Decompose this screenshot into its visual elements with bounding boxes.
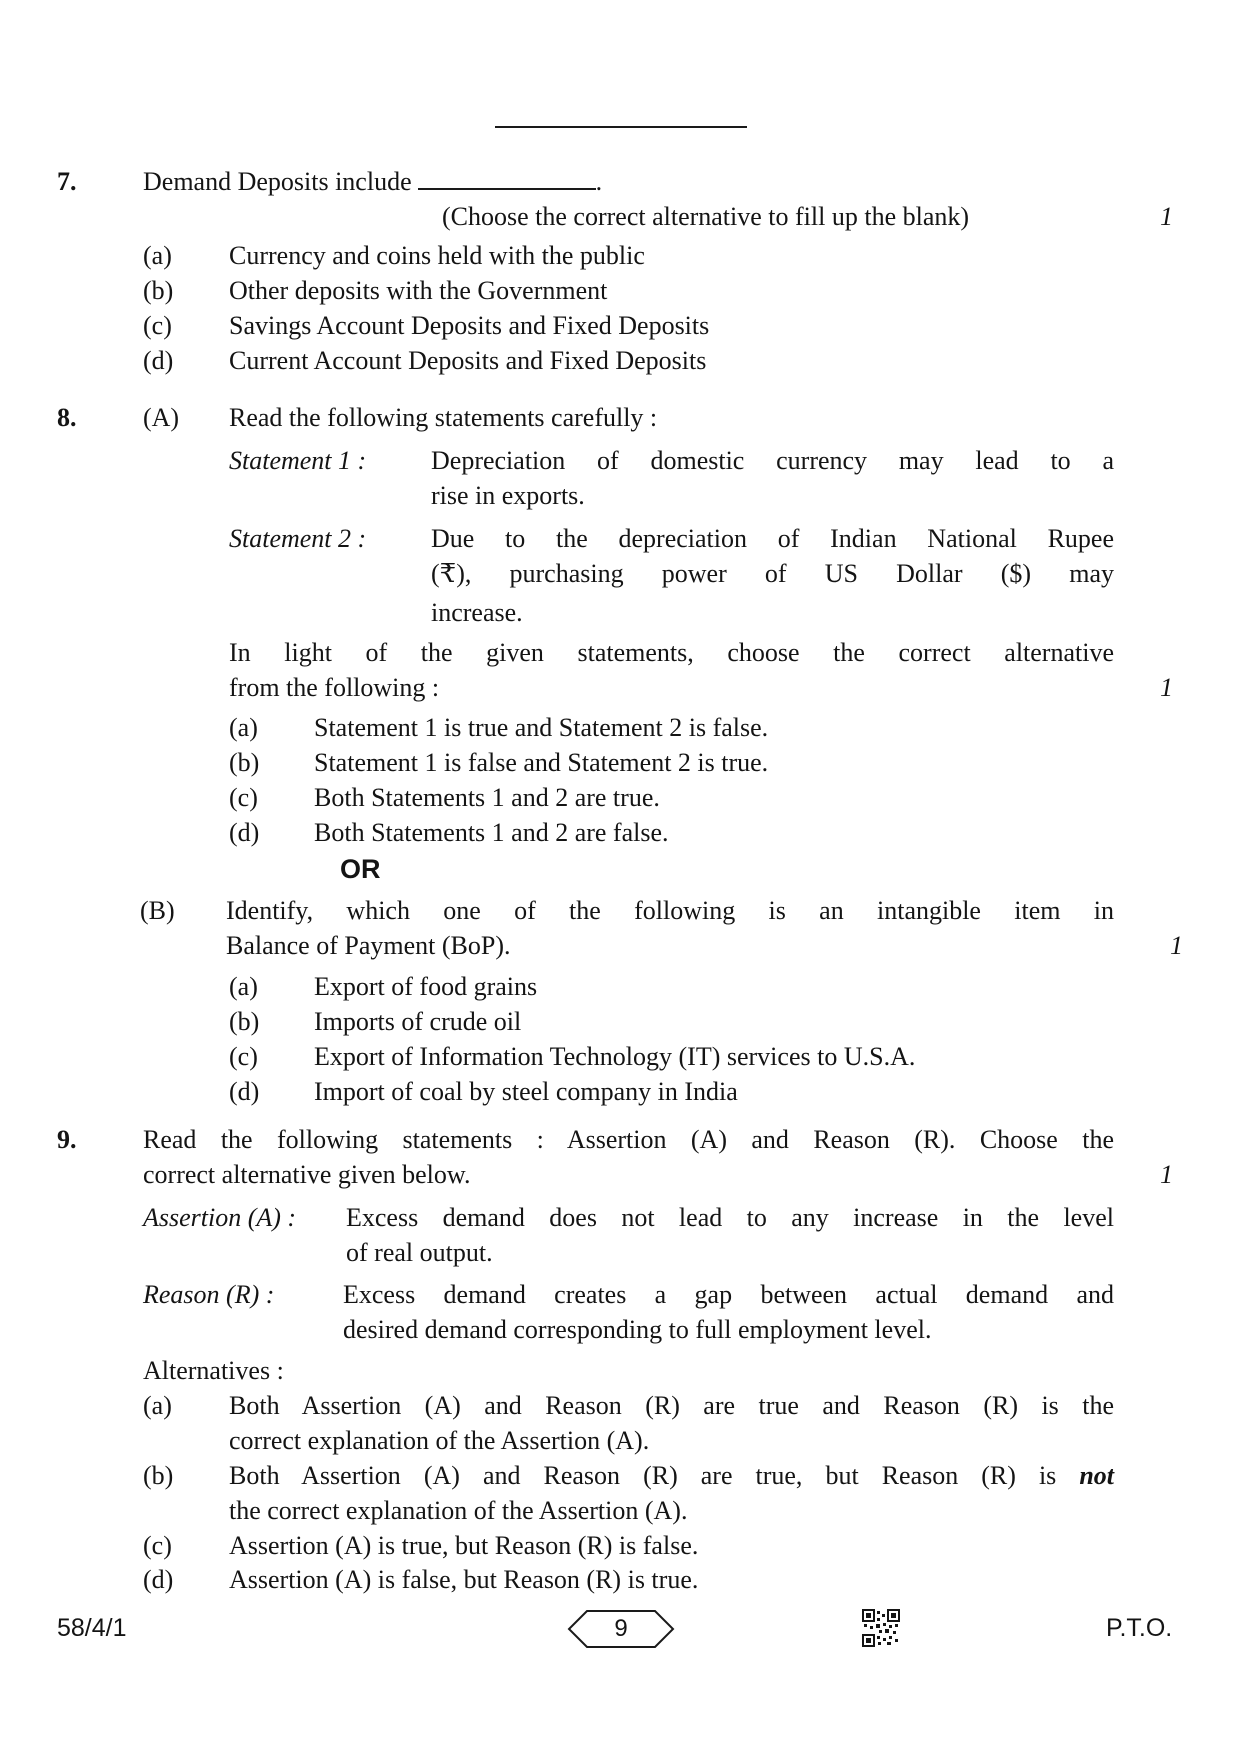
q9-option-label: (d): [143, 1565, 174, 1594]
emphasis-not: not: [1079, 1461, 1115, 1490]
q9-option-label: (c): [143, 1531, 172, 1560]
statement-2-label: Statement 2 :: [229, 524, 367, 553]
q8b-option-label: (a): [229, 972, 258, 1001]
qr-code-icon: [862, 1609, 900, 1647]
page-number: 9: [614, 1615, 628, 1642]
top-rule: [495, 126, 747, 128]
q9-option-label: (b): [143, 1461, 174, 1490]
q8b-option-label: (c): [229, 1042, 258, 1071]
reason-text: desired demand corresponding to full employment level.: [343, 1315, 932, 1344]
assertion-label: Assertion (A) :: [143, 1203, 297, 1232]
q9-option-text: Assertion (A) is true, but Reason (R) is false.: [229, 1531, 699, 1560]
q8b-marks: 1: [1170, 931, 1183, 960]
q7-option-label: (a): [143, 241, 172, 270]
q8b-option-label: (b): [229, 1007, 260, 1036]
alternatives-label: Alternatives :: [143, 1356, 284, 1385]
q8b-option-label: (d): [229, 1077, 260, 1106]
q8a-option-label: (b): [229, 748, 260, 777]
q8-number: 8.: [57, 403, 77, 432]
q9-option-text: the correct explanation of the Assertion (A).: [229, 1496, 688, 1525]
q7-option-label: (c): [143, 311, 172, 340]
q7-option-label: (d): [143, 346, 174, 375]
q8b-label: (B): [140, 896, 175, 925]
q8a-option-label: (c): [229, 783, 258, 812]
q8a-option-label: (d): [229, 818, 260, 847]
q9-number: 9.: [57, 1125, 77, 1154]
q8a-question: In light of the given statements, choose the correct alternative: [229, 638, 1114, 667]
q8a-option-text: Statement 1 is true and Statement 2 is false.: [314, 713, 769, 742]
q9-option-label: (a): [143, 1391, 172, 1420]
q7-option-text: Currency and coins held with the public: [229, 241, 645, 270]
q7-option-text: Current Account Deposits and Fixed Deposits: [229, 346, 707, 375]
reason-text: Excess demand creates a gap between actual demand and: [343, 1280, 1114, 1309]
q9-marks: 1: [1160, 1160, 1173, 1189]
q7-instruction: (Choose the correct alternative to fill up the blank): [442, 202, 970, 231]
q8b-question: Identify, which one of the following is an intangible item in: [226, 896, 1114, 925]
assertion-text: Excess demand does not lead to any increase in the level: [346, 1203, 1114, 1232]
q9-option-text: Both Assertion (A) and Reason (R) are true, but Reason (R) is not: [229, 1461, 1115, 1490]
q7-marks: 1: [1160, 202, 1173, 231]
statement-2-text: (₹), purchasing power of US Dollar ($) may: [431, 559, 1114, 588]
q9-option-text: Assertion (A) is false, but Reason (R) is true.: [229, 1565, 699, 1594]
assertion-text: of real output.: [346, 1238, 493, 1267]
q7-option-label: (b): [143, 276, 174, 305]
q7-number: 7.: [57, 167, 77, 196]
q9-question: Read the following statements : Assertion (A) and Reason (R). Choose the: [143, 1125, 1114, 1154]
statement-2-text: increase.: [431, 598, 523, 627]
q8a-intro: Read the following statements carefully :: [229, 403, 658, 432]
q8a-option-text: Both Statements 1 and 2 are false.: [314, 818, 669, 847]
or-separator: OR: [340, 854, 381, 884]
q7-stem: Demand Deposits include .: [143, 167, 603, 196]
q8a-option-label: (a): [229, 713, 258, 742]
q8a-marks: 1: [1160, 673, 1173, 702]
q7-option-text: Savings Account Deposits and Fixed Deposits: [229, 311, 710, 340]
q8a-option-text: Statement 1 is false and Statement 2 is true.: [314, 748, 769, 777]
reason-label: Reason (R) :: [143, 1280, 275, 1309]
q8a-option-text: Both Statements 1 and 2 are true.: [314, 783, 660, 812]
statement-1-label: Statement 1 :: [229, 446, 367, 475]
q8b-option-text: Import of coal by steel company in India: [314, 1077, 738, 1106]
statement-1-text: rise in exports.: [431, 481, 585, 510]
statement-2-text: Due to the depreciation of Indian National Rupee: [431, 524, 1114, 553]
statement-1-text: Depreciation of domestic currency may lead to a: [431, 446, 1114, 475]
q9-question: correct alternative given below.: [143, 1160, 471, 1189]
q8b-option-text: Export of Information Technology (IT) services to U.S.A.: [314, 1042, 916, 1071]
q9-option-text: Both Assertion (A) and Reason (R) are true and Reason (R) is the: [229, 1391, 1114, 1420]
paper-code: 58/4/1: [57, 1614, 127, 1642]
q8b-option-text: Export of food grains: [314, 972, 538, 1001]
q8a-label: (A): [143, 403, 180, 432]
q8b-option-text: Imports of crude oil: [314, 1007, 522, 1036]
q9-option-text: correct explanation of the Assertion (A).: [229, 1426, 650, 1455]
pto-label: P.T.O.: [1106, 1614, 1173, 1642]
q8b-question: Balance of Payment (BoP).: [226, 931, 511, 960]
q8a-question: from the following :: [229, 673, 440, 702]
q7-option-text: Other deposits with the Government: [229, 276, 608, 305]
q7-blank: [418, 168, 596, 190]
page-number-badge: [567, 1609, 675, 1649]
